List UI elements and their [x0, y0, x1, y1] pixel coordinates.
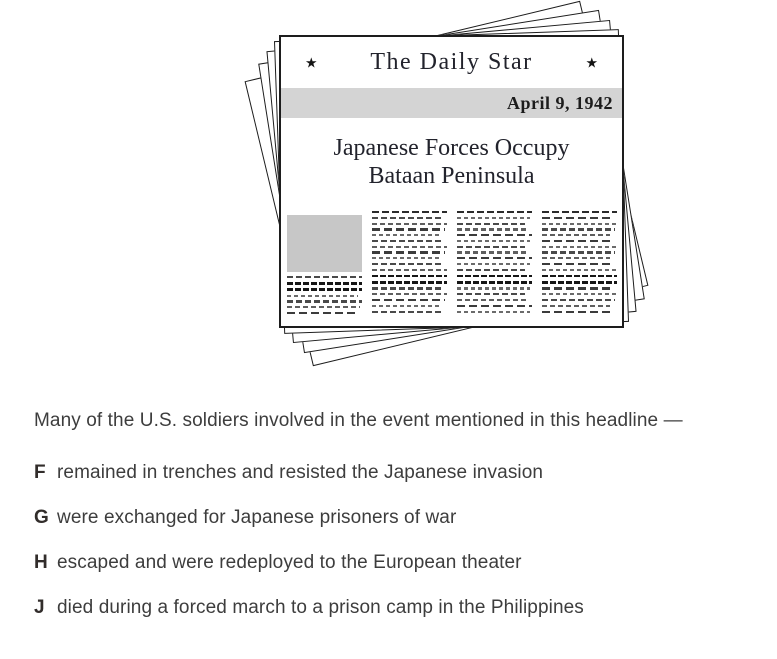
newspaper-title: The Daily Star	[370, 49, 533, 75]
dashed-text-line	[457, 263, 530, 265]
dashed-text-line	[457, 228, 528, 230]
dashed-text-line	[457, 281, 532, 284]
dashed-text-line	[287, 282, 362, 285]
dashed-text-line	[542, 246, 617, 248]
option-letter: H	[34, 552, 48, 573]
dashed-text-line	[457, 311, 530, 313]
dashed-text-line	[457, 240, 530, 242]
newspaper-headline	[281, 134, 622, 190]
dashed-text-line	[457, 234, 532, 236]
dashed-text-line	[457, 211, 532, 213]
dashed-text-line	[542, 293, 617, 295]
answer-options	[34, 461, 769, 620]
newspaper-column	[457, 211, 532, 318]
dashed-text-line	[457, 223, 525, 225]
dashed-text-line	[372, 311, 443, 313]
question-stem: Many of the U.S. soldiers involved in the event mentioned in this headline —	[34, 410, 683, 431]
dashed-text-line	[287, 312, 355, 314]
dashed-text-line	[372, 240, 443, 242]
option-text: escaped and were redeployed to the European theater	[57, 552, 522, 573]
dashed-text-line	[542, 263, 613, 265]
star-icon: ★	[305, 54, 318, 71]
dashed-text-line	[542, 275, 617, 278]
dashed-text-line	[542, 281, 617, 284]
dashed-text-line	[372, 287, 443, 289]
dashed-text-line	[372, 223, 447, 225]
option-text: died during a forced march to a prison camp in the Philippines	[57, 597, 584, 618]
dashed-text-line	[287, 295, 358, 297]
newspaper-photo-placeholder	[287, 215, 362, 272]
newspaper-date: April 9, 1942	[506, 92, 613, 113]
dashed-text-line	[542, 251, 615, 253]
dashed-text-line	[372, 293, 447, 295]
dashed-text-line	[457, 246, 525, 248]
question-block	[34, 409, 769, 641]
answer-option-g[interactable]	[34, 506, 769, 530]
dashed-text-line	[287, 288, 362, 291]
newspaper-front-page	[279, 35, 624, 328]
dashed-text-line	[372, 281, 447, 284]
dashed-text-line	[372, 305, 440, 307]
answer-option-j[interactable]	[34, 596, 769, 620]
dashed-text-line	[287, 306, 360, 308]
option-text: remained in trenches and resisted the Japanese invasion	[57, 462, 544, 483]
dashed-text-line	[372, 246, 447, 248]
option-letter: J	[34, 597, 45, 618]
dashed-text-line	[287, 300, 362, 302]
newspaper-dateline-bar	[281, 88, 622, 118]
dashed-text-line	[542, 287, 613, 289]
dashed-text-line	[542, 228, 615, 230]
headline-line-1: Japanese Forces Occupy	[333, 135, 570, 161]
newspaper-column	[287, 211, 362, 318]
dashed-text-line	[542, 223, 617, 225]
newspaper-body	[287, 211, 617, 318]
dashed-text-line	[372, 234, 440, 236]
dashed-text-line	[457, 305, 532, 307]
dashed-text-line	[457, 275, 532, 278]
dashed-text-line	[457, 257, 532, 259]
dashed-text-line	[457, 299, 528, 301]
dashed-text-line	[542, 269, 617, 271]
dashed-text-line	[542, 311, 613, 313]
dashed-text-line	[372, 217, 443, 219]
newspaper-column	[542, 211, 617, 318]
dashed-text-line	[542, 217, 613, 219]
dashed-text-line	[542, 234, 610, 236]
dashed-text-line	[372, 275, 447, 278]
dashed-text-line	[457, 287, 530, 289]
option-text: were exchanged for Japanese prisoners of war	[57, 507, 457, 528]
dashed-text-line	[372, 228, 445, 230]
dashed-text-line	[372, 299, 445, 301]
dashed-text-line	[372, 269, 447, 271]
dashed-text-line	[542, 305, 610, 307]
dashed-text-line	[372, 211, 447, 213]
option-letter: F	[34, 462, 46, 483]
dashed-text-line	[372, 251, 445, 253]
newspaper-masthead	[281, 37, 622, 88]
dashed-text-line	[542, 299, 615, 301]
dashed-text-line	[542, 257, 610, 259]
dashed-text-line	[457, 251, 528, 253]
dashed-text-line	[372, 257, 440, 259]
dashed-text-line	[457, 217, 530, 219]
dashed-text-line	[372, 263, 443, 265]
dashed-text-line	[457, 269, 525, 271]
answer-option-h[interactable]	[34, 551, 769, 575]
star-icon: ★	[585, 54, 598, 71]
headline-line-2: Bataan Peninsula	[368, 163, 535, 189]
answer-option-f[interactable]	[34, 461, 769, 485]
dashed-text-line	[542, 240, 613, 242]
newspaper-column	[372, 211, 447, 318]
dashed-text-line	[287, 276, 362, 278]
dashed-text-line	[542, 211, 617, 213]
dashed-text-line	[457, 293, 525, 295]
option-letter: G	[34, 507, 49, 528]
